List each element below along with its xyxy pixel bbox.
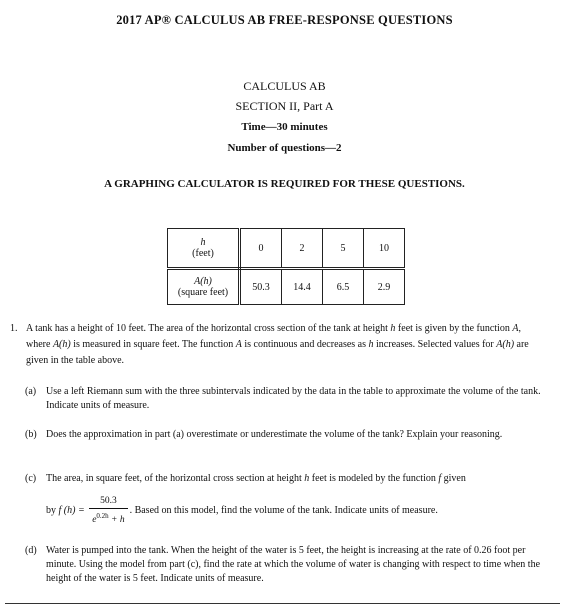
table-cell: 2 (282, 229, 323, 269)
row-header-h (168, 229, 240, 269)
row-header-var: A(h) (194, 276, 212, 287)
part-a-text: Use a left Riemann sum with the three subintervals indicated by the data in the table to approximate the volume of the tank. Indicate units of measure. (46, 386, 541, 411)
part-c-label: (c) (25, 473, 37, 484)
row-header-area (168, 269, 240, 305)
section-course: CALCULUS AB (243, 79, 326, 93)
part-b-label: (b) (25, 429, 37, 440)
calculator-notice: A GRAPHING CALCULATOR IS REQUIRED FOR THESE QUESTIONS. (104, 178, 465, 190)
row-header-unit: (feet) (192, 248, 214, 259)
question-stem: A tank has a height of 10 feet. The area of the horizontal cross section of the tank at height h feet is given by the function A, where A(h) is measured in square feet. The function A is continuous and decreases as h increases. Selected values for A(h) are given in the table above. (26, 323, 529, 366)
data-table (167, 228, 405, 305)
table-row (168, 269, 405, 305)
row-header-var: h (200, 237, 206, 248)
section-time: Time—30 minutes (241, 121, 328, 133)
bottom-divider (5, 603, 560, 604)
part-d-label: (d) (25, 545, 37, 556)
table-cell: 50.3 (240, 269, 282, 305)
table-cell: 2.9 (364, 269, 405, 305)
question-number: 1. (10, 323, 18, 334)
table-cell: 5 (323, 229, 364, 269)
part-a-label: (a) (25, 386, 37, 397)
part-b-text: Does the approximation in part (a) overestimate or underestimate the volume of the tank? Explain your reasoning. (46, 429, 503, 440)
part-c-formula-line: by f (h) = $\frac{50.3}{e^{0.2h} + h}$ . Based on this model, find the volume of the tank. Indicate units of measure. (46, 496, 438, 526)
table-cell: 0 (240, 229, 282, 269)
part-c-text: The area, in square feet, of the horizontal cross section at height h feet is modeled by the function f given (46, 473, 466, 484)
section-question-count: Number of questions—2 (227, 142, 342, 154)
row-header-unit: (square feet) (177, 287, 229, 298)
page-header: 2017 AP® CALCULUS AB FREE-RESPONSE QUESTIONS (116, 13, 453, 27)
table-row (168, 229, 405, 269)
section-part: SECTION II, Part A (235, 99, 334, 113)
table-cell: 14.4 (282, 269, 323, 305)
table-cell: 10 (364, 229, 405, 269)
formula-lhs: f (h) = (58, 504, 85, 516)
part-d-text: Water is pumped into the tank. When the height of the water is 5 feet, the height is increasing at the rate of 0.26 foot per minute. Using the model from part (c), find the rate at which the volume of water is changing with respect to time when the height of the water is 5 feet. Indicate units of measure. (46, 545, 541, 584)
table-cell: 6.5 (323, 269, 364, 305)
formula-fraction: $\frac{50.3}{e^{0.2h} + h}$ (89, 494, 127, 527)
